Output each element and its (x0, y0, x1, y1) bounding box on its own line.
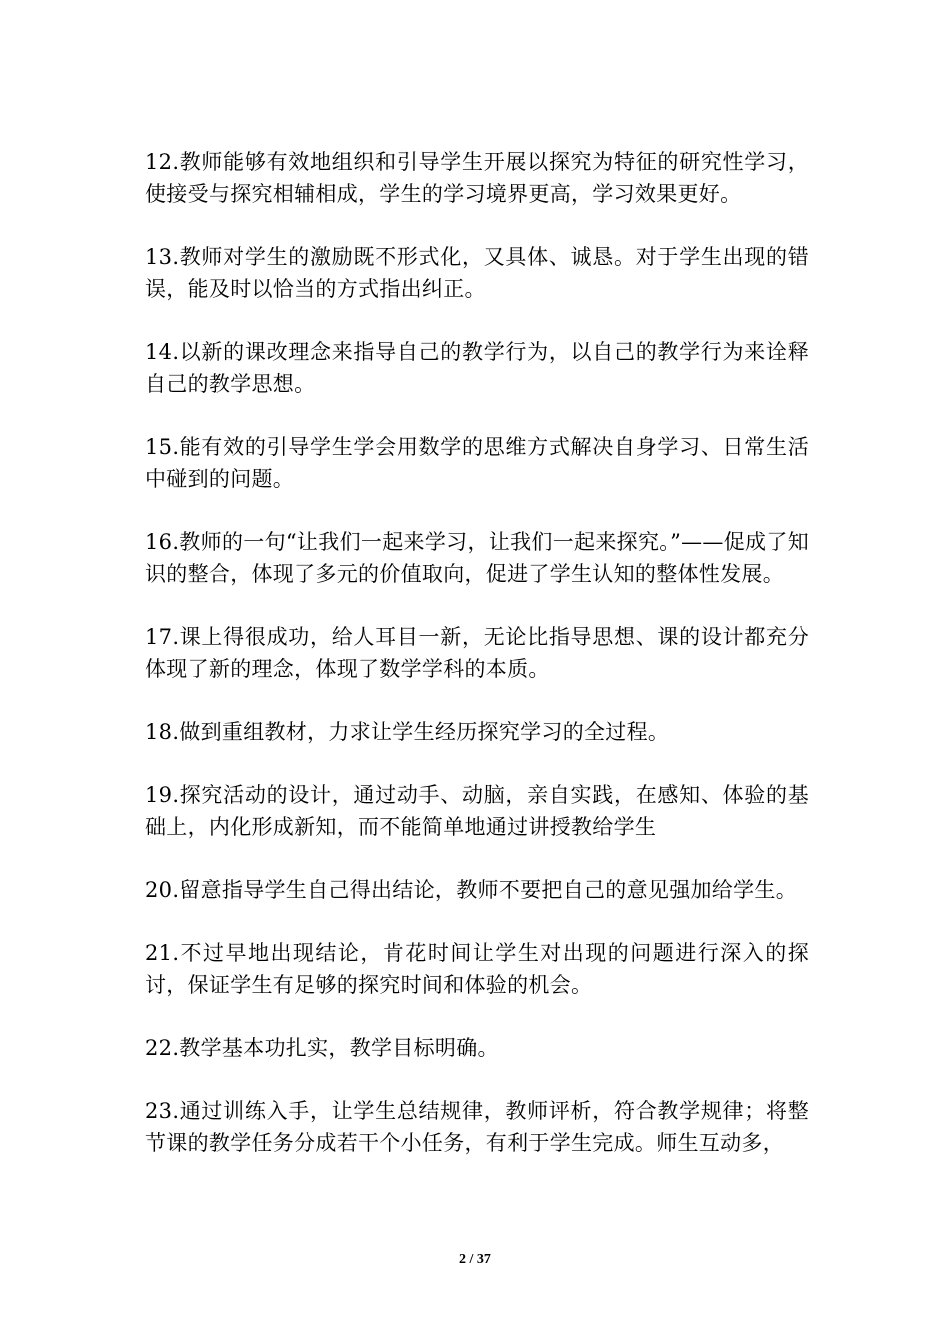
document-body (145, 146, 809, 1190)
paragraph-12: 12.教师能够有效地组织和引导学生开展以探究为特征的研究性学习，使接受与探究相辅相成，学生的学习境界更高，学习效果更好。 (145, 150, 809, 206)
paragraph-17: 17.课上得很成功，给人耳目一新，无论比指导思想、课的设计都充分体现了新的理念，体现了数学学科的本质。 (145, 625, 809, 681)
paragraph-14: 14.以新的课改理念来指导自己的教学行为，以自己的教学行为来诠释自己的教学思想。 (145, 340, 809, 396)
paragraph-15: 15.能有效的引导学生学会用数学的思维方式解决自身学习、日常生活中碰到的问题。 (145, 435, 809, 491)
page-number: 2 / 37 (459, 1252, 491, 1267)
paragraph-13: 13.教师对学生的激励既不形式化，又具体、诚恳。对于学生出现的错误，能及时以恰当的方式指出纠正。 (145, 245, 809, 301)
paragraph-19: 19.探究活动的设计，通过动手、动脑，亲自实践，在感知、体验的基础上，内化形成新知，而不能简单地通过讲授教给学生 (145, 783, 809, 839)
paragraph-18: 18.做到重组教材，力求让学生经历探究学习的全过程。 (145, 720, 670, 744)
paragraph-22: 22.教学基本功扎实，教学目标明确。 (145, 1036, 499, 1060)
paragraph-23: 23.通过训练入手，让学生总结规律，教师评析，符合教学规律；将整节课的教学任务分成若干个小任务，有利于学生完成。师生互动多， (145, 1099, 809, 1155)
paragraph-21: 21.不过早地出现结论，肯花时间让学生对出现的问题进行深入的探讨，保证学生有足够的探究时间和体验的机会。 (145, 941, 809, 997)
paragraph-20: 20.留意指导学生自己得出结论，教师不要把自己的意见强加给学生。 (145, 878, 797, 902)
paragraph-16: 16.教师的一句“让我们一起来学习，让我们一起来探究。”——促成了知识的整合，体现了多元的价值取向，促进了学生认知的整体性发展。 (145, 530, 809, 586)
